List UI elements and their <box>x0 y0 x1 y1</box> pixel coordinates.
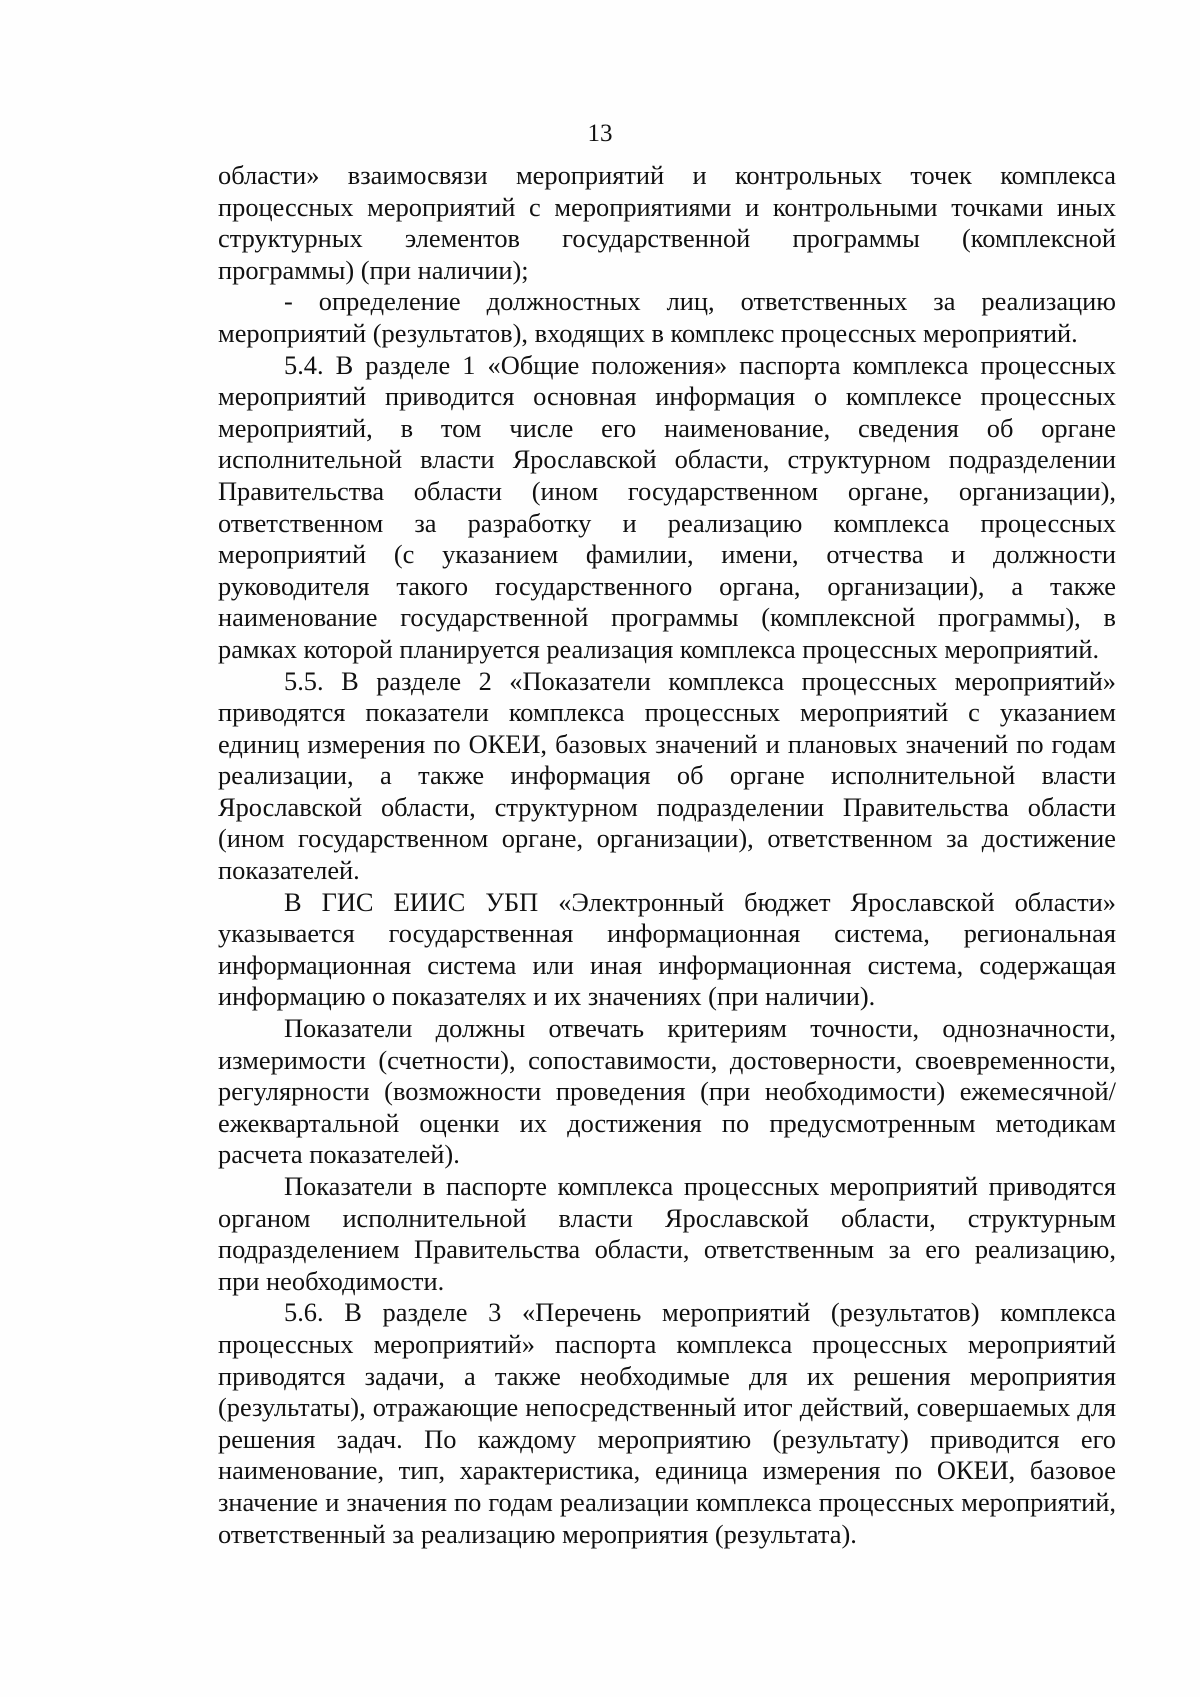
page-number: 13 <box>587 120 613 147</box>
paragraph-gis: В ГИС ЕИИС УБП «Электронный бюджет Ярославской области» указывается государственная информационная система, региональная информационная система или иная информационная система, содержащая информацию о показателях и их значениях (при наличии). <box>218 886 1116 1012</box>
paragraph-5-5: 5.5. В разделе 2 «Показатели комплекса процессных мероприятий» приводятся показатели комплекса процессных мероприятий с указанием единиц измерения по ОКЕИ, базовых значений и плановых значений по годам реализации, а также информация об органе исполнительной власти Ярославской области, структурном подразделении Правительства области (ином государственном органе, организации), ответственном за достижение показателей. <box>218 665 1116 886</box>
paragraph-passport-indicators: Показатели в паспорте комплекса процессных мероприятий приводятся органом исполнительной власти Ярославской области, структурным подразделением Правительства области, ответственным за его реализацию, при необходимости. <box>218 1171 1116 1296</box>
paragraph-continuation: области» взаимосвязи мероприятий и контрольных точек комплекса процессных мероприятий с мероприятиями и контрольными точками иных структурных элементов государственной программы (комплексной программы) (при наличии); <box>218 160 1116 285</box>
paragraph-criteria: Показатели должны отвечать критериям точности, однозначности, измеримости (счетности), сопоставимости, достоверности, своевременности, регулярности (возможности проведения (при необходимости) ежемесячной/ ежеквартальной оценки их достижения по предусмотренным методикам расчета показателей). <box>218 1013 1116 1170</box>
paragraph-5-6: 5.6. В разделе 3 «Перечень мероприятий (результатов) комплекса процессных мероприятий» паспорта комплекса процессных мероприятий приводятся задачи, а также необходимые для их решения мероприятия (результаты), отражающие непосредственный итог действий, совершаемых для решения задач. По каждому мероприятию (результату) приводится его наименование, тип, характеристика, единица измерения по ОКЕИ, базовое значение и значения по годам реализации комплекса процессных мероприятий, ответственный за реализацию мероприятия (результата). <box>218 1297 1116 1549</box>
paragraph-5-4: 5.4. В разделе 1 «Общие положения» паспорта комплекса процессных мероприятий приводится основная информация о комплексе процессных мероприятий, в том числе его наименование, сведения об органе исполнительной власти Ярославской области, структурном подразделении Правительства области (ином государственном органе, организации), ответственном за разработку и реализацию комплекса процессных мероприятий (с указанием фамилии, имени, отчества и должности руководителя такого государственного органа, организации), а также наименование государственной программы (комплексной программы), в рамках которой планируется реализация комплекса процессных мероприятий. <box>218 349 1116 664</box>
paragraph-list-item: - определение должностных лиц, ответственных за реализацию мероприятий (результатов), входящих в комплекс процессных мероприятий. <box>218 286 1116 348</box>
document-body <box>218 160 1116 1550</box>
